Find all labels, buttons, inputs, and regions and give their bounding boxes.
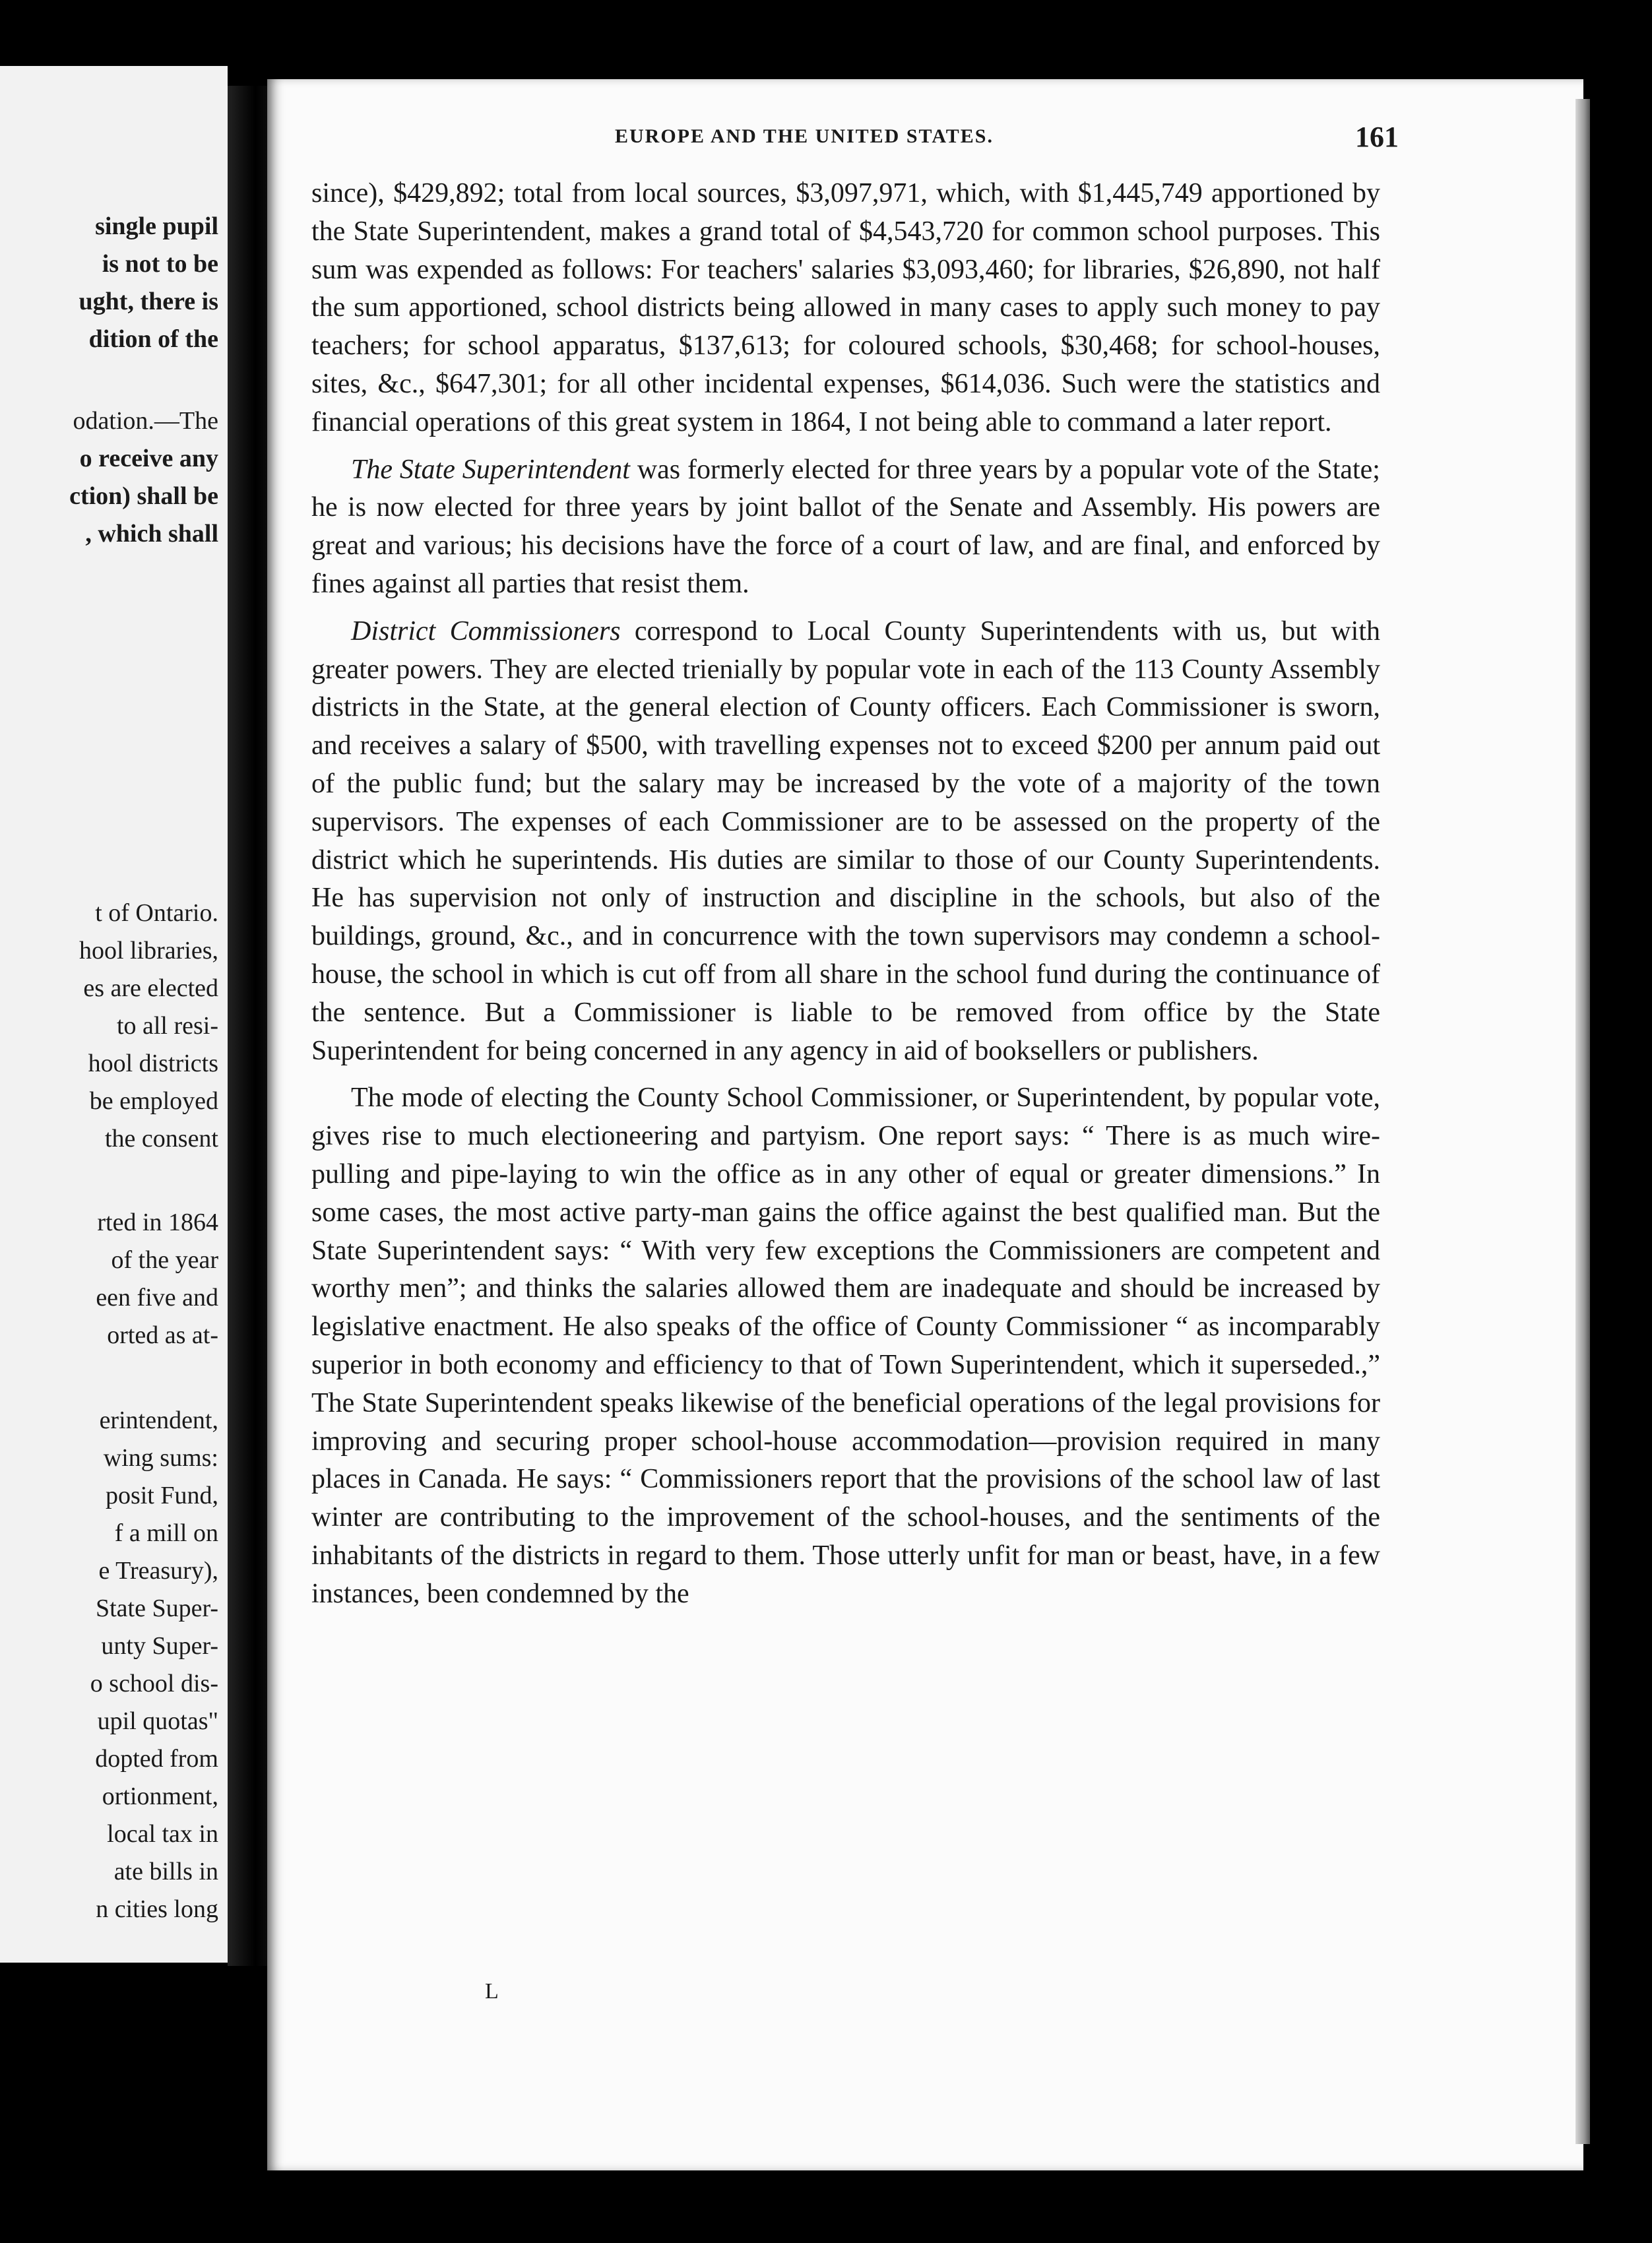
- left-page-line: hool libraries,: [79, 937, 218, 964]
- left-page-line: unty Super-: [101, 1632, 218, 1660]
- left-page-line: n cities long: [96, 1895, 218, 1923]
- left-page-line: t of Ontario.: [95, 899, 218, 927]
- left-page-line: State Super-: [95, 1595, 218, 1622]
- left-page-line: o school dis-: [90, 1670, 218, 1697]
- paragraph-lead: The State Superintendent: [351, 454, 630, 485]
- paragraph-expenditures: since), $429,892; total from local sources, $3,097,971, which, with $1,445,749 apportioned by the State Superintendent, makes a grand total of $4,543,720 for common school purposes. This sum was expended as follows: For teachers' salaries $3,093,460; for libraries, $26,890, not half the sum apportioned, school districts being allowed in many cases to apply such money to pay teachers; for school apparatus, $137,613; for coloured schools, $30,468; for school-houses, sites, &c., $647,301; for all other incidental expenses, $614,036. Such were the statistics and financial operations of this great system in 1864, I not being able to command a later report.: [311, 178, 1380, 437]
- paragraph-district-commissioners: [311, 613, 1380, 1071]
- left-page-line: dition of the: [88, 325, 218, 353]
- page-header: [344, 120, 1399, 160]
- paragraph-lead: District Commissioners: [351, 616, 621, 647]
- paragraph-election-mode: The mode of electing the County School Commissioner, or Superintendent, by popular vote, gives rise to much electioneering and partyism. One report says: “ There is as much wire-pulling and pipe-laying to win the office as in any other of equal or greater dimensions.” In some cases, the most active party-man gains the office against the best qualified man. But the State Superintendent says: “ With very few exceptions the Commissioners are competent and worthy men”; and thinks the salaries allowed them are inadequate and should be increased by legislative enactment. He also speaks of the office of County Commissioner “ as incomparably superior in both economy and efficiency to that of Town Superintendent, which it superseded.,” The State Superintendent speaks likewise of the beneficial operations of the legal provisions for improving and securing proper school-house accommodation—provision required in many places in Canada. He says: “ Commissioners report that the provisions of the school law of last winter are contributing to the improvement of the school-houses, and the sentiments of the inhabitants of the districts in regard to them. Those utterly unfit for man or beast, have, in a few instances, been condemned by the: [311, 1083, 1380, 1609]
- left-page-line: rted in 1864: [97, 1209, 218, 1236]
- left-page-line: ate bills in: [113, 1858, 218, 1885]
- page-edge: [1575, 99, 1590, 2144]
- left-page-line: dopted from: [95, 1745, 218, 1773]
- signature-mark: L: [485, 1979, 499, 2004]
- left-page-line: een five and: [96, 1284, 218, 1311]
- left-page-line: , which shall: [85, 520, 218, 548]
- paragraph-text: was formerly elected for three years by a popular vote of the State; he is now elected for three years by joint ballot of the Senate and Assembly. His powers are great and various; his decisions have the force of a court of law, and are final, and enforced by fines against all parties that resist them.: [311, 454, 1380, 599]
- left-page-line: es are elected: [83, 974, 218, 1002]
- left-page-line: hool districts: [88, 1050, 218, 1077]
- left-page-line: e Treasury),: [98, 1557, 218, 1585]
- left-page-line: erintendent,: [99, 1406, 218, 1434]
- left-page-line: wing sums:: [103, 1444, 218, 1472]
- left-page-line: to all resi-: [116, 1012, 218, 1040]
- left-page-fragment: [0, 66, 228, 1963]
- left-page-line: ught, there is: [79, 288, 218, 315]
- paragraph-text: correspond to Local County Superintendents with us, but with greater powers. They are elected trienially by popular vote in each of the 113 County Assembly districts in the State, at the general election of County officers. Each Commissioner is sworn, and receives a salary of $500, with travelling expenses not to exceed $200 per annum paid out of the public fund; but the salary may be increased by the vote of a majority of the town supervisors. The expenses of each Commissioner are to be assessed on the property of the district which he superintends. His duties are similar to those of our County Superintendents. He has supervision not only of instruction and discipline in the schools, but also of the buildings, ground, &c., and in concurrence with the town supervisors may condemn a school-house, the school in which is cut off from all share in the school fund during the continuance of the sentence. But a Commissioner is liable to be removed from office by the State Superintendent for being concerned in any agency in aid of booksellers or publishers.: [311, 616, 1380, 1066]
- left-page-line: upil quotas": [97, 1707, 218, 1735]
- left-page-line: ortionment,: [102, 1783, 218, 1810]
- left-page-line: be employed: [89, 1087, 218, 1115]
- left-page-line: odation.—The: [73, 407, 218, 435]
- left-page-line: o receive any: [79, 445, 218, 472]
- left-page-line: ction) shall be: [69, 482, 218, 510]
- left-page-line: posit Fund,: [105, 1482, 218, 1509]
- left-page-line: is not to be: [102, 250, 218, 278]
- left-page-line: f a mill on: [114, 1519, 218, 1547]
- left-page-line: the consent: [104, 1125, 218, 1153]
- left-page-line: orted as at-: [107, 1321, 218, 1349]
- page-number: 161: [1355, 121, 1399, 153]
- page-body: [311, 175, 1380, 1622]
- left-page-line: of the year: [111, 1246, 218, 1274]
- paragraph-state-superintendent: [311, 451, 1380, 604]
- running-title: EUROPE AND THE UNITED STATES.: [615, 125, 994, 147]
- left-page-line: local tax in: [107, 1820, 218, 1848]
- left-page-line: single pupil: [95, 212, 218, 240]
